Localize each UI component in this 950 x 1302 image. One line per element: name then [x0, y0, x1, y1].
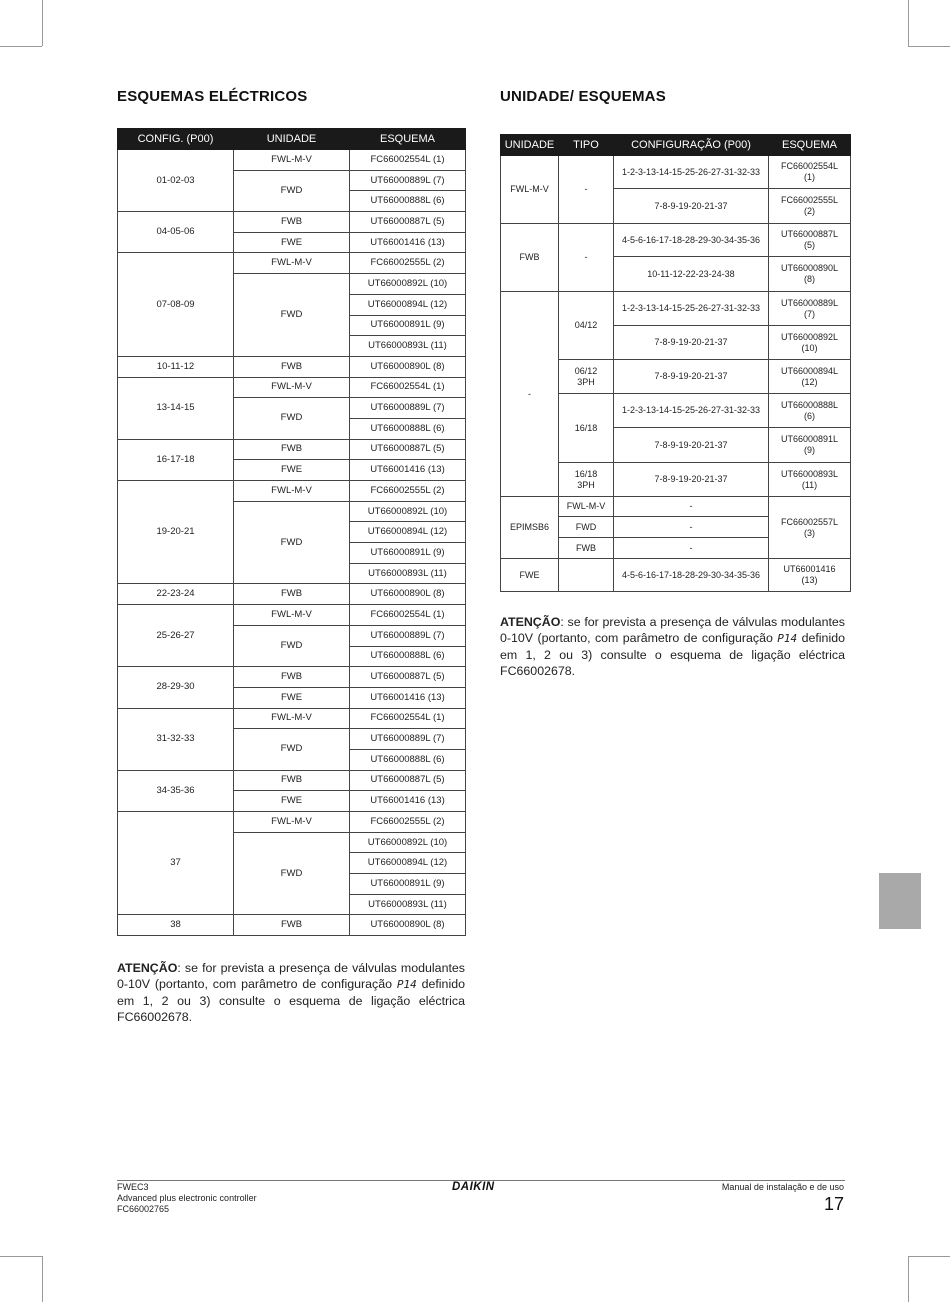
attention-label: ATENÇÃO: [117, 961, 178, 975]
scheme-cell: UT66000887L (5): [350, 770, 466, 791]
crop-mark: [0, 46, 42, 47]
unit-cell: FWL-M-V: [234, 253, 350, 274]
unit-cell: FWE: [501, 559, 559, 592]
scheme-cell: FC66002555L (2): [350, 812, 466, 833]
scheme-cell: UT66000893L (11): [350, 894, 466, 915]
product-code: FWEC3: [117, 1182, 149, 1192]
document-code: FC66002765: [117, 1204, 170, 1214]
type-cell: -: [559, 224, 614, 292]
daikin-logo: DAIKIN: [452, 1181, 495, 1193]
scheme-cell: UT66000887L (5): [350, 439, 466, 460]
scheme-cell: UT66000889L (7): [350, 170, 466, 191]
unit-cell: FWE: [234, 232, 350, 253]
note-text: definido em 1, 2 ou 3) consulte o esquema de ligação eléctrica FC66002678.: [117, 977, 465, 1024]
config-cell: 22-23-24: [118, 584, 234, 605]
config-cell: 13-14-15: [118, 377, 234, 439]
table-row: [501, 224, 851, 257]
table-row: [501, 497, 851, 517]
unit-cell: FWE: [234, 460, 350, 481]
unit-cell: FWD: [234, 832, 350, 915]
parameter-code: P14: [777, 632, 798, 645]
scheme-cell: UT66001416 (13): [350, 232, 466, 253]
config-cell: -: [614, 517, 769, 538]
type-cell: FWB: [559, 538, 614, 559]
unit-scheme-table: [500, 134, 851, 592]
scheme-cell: UT66000894L (12): [769, 360, 851, 394]
config-cell: 16-17-18: [118, 439, 234, 480]
scheme-cell: FC66002554L (1): [350, 150, 466, 171]
config-cell: 19-20-21: [118, 481, 234, 584]
unit-cell: FWB: [234, 584, 350, 605]
column-header: UNIDADE: [501, 135, 559, 156]
table-header-row: [118, 129, 466, 150]
unit-cell: FWE: [234, 687, 350, 708]
scheme-cell: UT66000888L (6): [350, 418, 466, 439]
table-row: [501, 292, 851, 326]
unit-cell: FWL-M-V: [501, 156, 559, 224]
section-title-electrical-schemes: ESQUEMAS ELÉCTRICOS: [117, 88, 308, 105]
scheme-cell: UT66000889L (7): [350, 625, 466, 646]
scheme-cell: FC66002554L (1): [350, 377, 466, 398]
unit-cell: FWD: [234, 170, 350, 211]
scheme-cell: UT66000887L (5): [350, 212, 466, 233]
unit-cell: FWL-M-V: [234, 377, 350, 398]
table-row: [118, 812, 466, 833]
scheme-cell: UT66000892L (10): [350, 274, 466, 295]
scheme-cell: UT66000888L (6): [350, 191, 466, 212]
scheme-cell: UT66000894L (12): [350, 522, 466, 543]
scheme-cell: UT66000893L (11): [350, 563, 466, 584]
config-cell: 37: [118, 812, 234, 915]
scheme-cell: UT66000893L (11): [350, 336, 466, 357]
config-cell: 28-29-30: [118, 667, 234, 708]
scheme-cell: UT66000893L (11): [769, 463, 851, 497]
table-row: [118, 708, 466, 729]
unit-cell: FWE: [234, 791, 350, 812]
unit-cell: EPIMSB6: [501, 497, 559, 559]
note-text: : se for prevista a presença de válvulas modulantes 0-10V (portanto, com parâmetro de configuração: [117, 961, 465, 991]
unit-cell: FWD: [234, 625, 350, 666]
footer-document-info: [117, 1182, 257, 1215]
chapter-tab: [879, 873, 921, 929]
attention-note: [117, 960, 465, 1025]
unit-cell: FWB: [234, 356, 350, 377]
scheme-cell: UT66000891L (9): [350, 874, 466, 895]
unit-cell: FWL-M-V: [234, 812, 350, 833]
scheme-cell: UT66000888L (6): [350, 646, 466, 667]
section-title-unit-schemes: UNIDADE/ ESQUEMAS: [500, 88, 666, 105]
table-row: [118, 584, 466, 605]
table-row: [118, 439, 466, 460]
scheme-cell: UT66000892L (10): [769, 326, 851, 360]
note-text: definido em 1, 2 ou 3) consulte o esquema de ligação eléctrica FC66002678.: [500, 631, 845, 678]
config-scheme-table: [117, 128, 466, 936]
config-cell: 31-32-33: [118, 708, 234, 770]
config-cell: -: [614, 497, 769, 517]
config-cell: 10-11-12-22-23-24-38: [614, 257, 769, 292]
config-cell: 7-8-9-19-20-21-37: [614, 463, 769, 497]
table-body: [118, 150, 466, 936]
config-cell: 01-02-03: [118, 150, 234, 212]
config-cell: 07-08-09: [118, 253, 234, 356]
unit-cell: FWB: [501, 224, 559, 292]
unit-cell: FWD: [234, 501, 350, 584]
scheme-cell: UT66001416 (13): [769, 559, 851, 592]
product-name: Advanced plus electronic controller: [117, 1193, 257, 1203]
type-cell: -: [559, 156, 614, 224]
column-header: CONFIGURAÇÃO (P00): [614, 135, 769, 156]
scheme-cell: UT66000891L (9): [350, 315, 466, 336]
crop-mark: [0, 1256, 42, 1257]
crop-mark: [908, 1256, 909, 1302]
scheme-cell: FC66002557L (3): [769, 497, 851, 559]
unit-cell: FWB: [234, 915, 350, 936]
scheme-cell: UT66000890L (8): [350, 915, 466, 936]
table-row: [501, 156, 851, 189]
unit-cell: FWB: [234, 770, 350, 791]
type-cell: FWD: [559, 517, 614, 538]
unit-cell: FWL-M-V: [234, 150, 350, 171]
table-row: [118, 770, 466, 791]
scheme-cell: UT66000890L (8): [350, 356, 466, 377]
column-header: TIPO: [559, 135, 614, 156]
table-row: [118, 356, 466, 377]
config-cell: 7-8-9-19-20-21-37: [614, 428, 769, 463]
page-number: 17: [823, 1194, 844, 1214]
config-cell: 1-2-3-13-14-15-25-26-27-31-32-33: [614, 156, 769, 189]
scheme-cell: UT66000889L (7): [350, 398, 466, 419]
type-cell: FWL-M-V: [559, 497, 614, 517]
scheme-cell: FC66002554L (1): [350, 708, 466, 729]
config-cell: 1-2-3-13-14-15-25-26-27-31-32-33: [614, 394, 769, 428]
scheme-cell: FC66002554L (1): [350, 605, 466, 626]
column-header: ESQUEMA: [769, 135, 851, 156]
config-cell: 4-5-6-16-17-18-28-29-30-34-35-36: [614, 559, 769, 592]
scheme-cell: UT66000892L (10): [350, 832, 466, 853]
scheme-cell: UT66000892L (10): [350, 501, 466, 522]
config-cell: 7-8-9-19-20-21-37: [614, 189, 769, 224]
scheme-cell: UT66000890L (8): [350, 584, 466, 605]
table-row: [118, 212, 466, 233]
config-cell: 25-26-27: [118, 605, 234, 667]
unit-cell: FWB: [234, 667, 350, 688]
scheme-cell: UT66001416 (13): [350, 687, 466, 708]
unit-cell: -: [501, 292, 559, 497]
crop-mark: [42, 1256, 43, 1302]
type-cell: 16/18 3PH: [559, 463, 614, 497]
config-cell: 10-11-12: [118, 356, 234, 377]
column-header: ESQUEMA: [350, 129, 466, 150]
manual-title: Manual de instalação e de uso: [721, 1182, 844, 1192]
note-text: : se for prevista a presença de válvulas modulantes 0-10V (portanto, com parâmetro de configuração: [500, 615, 845, 645]
unit-cell: FWL-M-V: [234, 605, 350, 626]
crop-mark: [908, 0, 909, 46]
scheme-cell: UT66000890L (8): [769, 257, 851, 292]
attention-label: ATENÇÃO: [500, 615, 561, 629]
unit-cell: FWL-M-V: [234, 481, 350, 502]
scheme-cell: FC66002555L (2): [350, 481, 466, 502]
table-body: [501, 156, 851, 592]
table-row: [118, 915, 466, 936]
scheme-cell: UT66001416 (13): [350, 460, 466, 481]
attention-note: [500, 614, 845, 679]
table-row: [118, 150, 466, 171]
scheme-cell: FC66002555L (2): [350, 253, 466, 274]
scheme-cell: UT66000894L (12): [350, 853, 466, 874]
config-cell: 4-5-6-16-17-18-28-29-30-34-35-36: [614, 224, 769, 257]
scheme-cell: UT66000889L (7): [769, 292, 851, 326]
scheme-cell: UT66000891L (9): [769, 428, 851, 463]
config-cell: 38: [118, 915, 234, 936]
table-row: [501, 559, 851, 592]
config-cell: 34-35-36: [118, 770, 234, 811]
type-cell: 16/18: [559, 394, 614, 463]
config-cell: -: [614, 538, 769, 559]
unit-cell: FWB: [234, 212, 350, 233]
unit-cell: FWD: [234, 729, 350, 770]
unit-cell: FWL-M-V: [234, 708, 350, 729]
config-cell: 04-05-06: [118, 212, 234, 253]
table-row: [118, 605, 466, 626]
table-row: [118, 667, 466, 688]
scheme-cell: UT66000887L (5): [769, 224, 851, 257]
crop-mark: [908, 1256, 950, 1257]
config-cell: 7-8-9-19-20-21-37: [614, 326, 769, 360]
table-row: [118, 481, 466, 502]
scheme-cell: UT66000891L (9): [350, 543, 466, 564]
config-cell: 1-2-3-13-14-15-25-26-27-31-32-33: [614, 292, 769, 326]
table-header-row: [501, 135, 851, 156]
parameter-code: P14: [396, 978, 417, 991]
column-header: UNIDADE: [234, 129, 350, 150]
column-header: CONFIG. (P00): [118, 129, 234, 150]
scheme-cell: UT66000894L (12): [350, 294, 466, 315]
config-cell: 7-8-9-19-20-21-37: [614, 360, 769, 394]
scheme-cell: UT66000887L (5): [350, 667, 466, 688]
type-cell: 06/12 3PH: [559, 360, 614, 394]
scheme-cell: UT66000888L (6): [769, 394, 851, 428]
unit-cell: FWD: [234, 274, 350, 357]
crop-mark: [42, 0, 43, 46]
scheme-cell: UT66000888L (6): [350, 749, 466, 770]
type-cell: 04/12: [559, 292, 614, 360]
scheme-cell: FC66002554L (1): [769, 156, 851, 189]
scheme-cell: UT66000889L (7): [350, 729, 466, 750]
table-row: [118, 377, 466, 398]
scheme-cell: FC66002555L (2): [769, 189, 851, 224]
crop-mark: [908, 46, 950, 47]
table-row: [118, 253, 466, 274]
type-cell: [559, 559, 614, 592]
unit-cell: FWD: [234, 398, 350, 439]
unit-cell: FWB: [234, 439, 350, 460]
scheme-cell: UT66001416 (13): [350, 791, 466, 812]
